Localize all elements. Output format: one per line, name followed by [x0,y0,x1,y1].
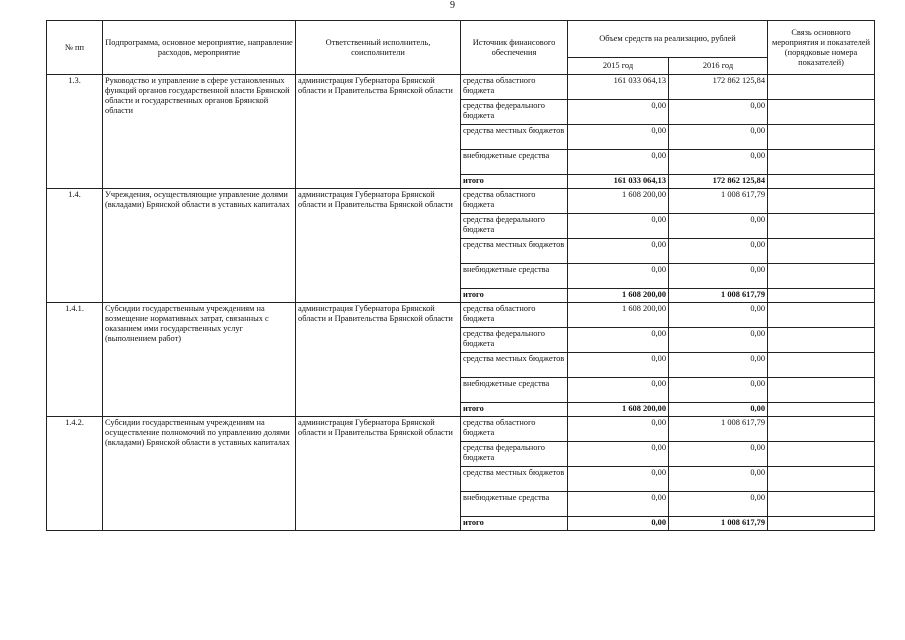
amount-2016: 0,00 [669,442,768,467]
funding-source: средства местных бюджетов [461,353,568,378]
total-label: итого [461,517,568,531]
amount-2016: 0,00 [669,100,768,125]
amount-2016: 0,00 [669,353,768,378]
amount-2015: 0,00 [568,378,669,403]
amount-2016: 0,00 [669,378,768,403]
amount-2016: 1 008 617,79 [669,189,768,214]
item-executor: администрация Губернатора Брянской области и Правительства Брянской области [296,189,461,303]
indicator-link [768,303,875,328]
amount-2015: 0,00 [568,328,669,353]
amount-2015: 0,00 [568,467,669,492]
amount-2015: 0,00 [568,150,669,175]
funding-source: средства областного бюджета [461,303,568,328]
funding-source: средства местных бюджетов [461,467,568,492]
header-volume: Объем средств на реализацию, рублей [568,21,768,58]
funding-source: средства местных бюджетов [461,125,568,150]
total-label: итого [461,175,568,189]
amount-2016: 0,00 [669,492,768,517]
amount-2016: 0,00 [669,239,768,264]
item-code: 1.4.2. [47,417,103,531]
indicator-link [768,467,875,492]
amount-2015: 161 033 064,13 [568,75,669,100]
indicator-link [768,517,875,531]
amount-2016: 0,00 [669,125,768,150]
total-2016: 1 008 617,79 [669,517,768,531]
amount-2015: 0,00 [568,100,669,125]
page-number: 9 [450,0,455,11]
total-2015: 161 033 064,13 [568,175,669,189]
table-body [47,75,875,531]
amount-2015: 0,00 [568,417,669,442]
table-row [47,189,875,214]
indicator-link [768,289,875,303]
amount-2015: 0,00 [568,264,669,289]
item-name: Учреждения, осуществляющие управление долями (вкладами) Брянской области в уставных капиталах [103,189,296,303]
funding-source: средства федерального бюджета [461,328,568,353]
indicator-link [768,239,875,264]
funding-source: внебюджетные средства [461,150,568,175]
indicator-link [768,353,875,378]
budget-table [46,20,875,531]
header-link: Связь основного мероприятия и показателей (порядковые номера показателей) [768,21,875,75]
total-2016: 172 862 125,84 [669,175,768,189]
amount-2016: 0,00 [669,214,768,239]
amount-2016: 0,00 [669,264,768,289]
funding-source: внебюджетные средства [461,378,568,403]
header-source: Источник финансового обеспечения [461,21,568,75]
table-row [47,75,875,100]
amount-2015: 0,00 [568,492,669,517]
total-2015: 1 608 200,00 [568,403,669,417]
funding-source: средства федерального бюджета [461,214,568,239]
indicator-link [768,100,875,125]
table-row [47,417,875,442]
indicator-link [768,378,875,403]
item-executor: администрация Губернатора Брянской области и Правительства Брянской области [296,303,461,417]
amount-2015: 0,00 [568,214,669,239]
funding-source: средства областного бюджета [461,189,568,214]
amount-2015: 1 608 200,00 [568,303,669,328]
header-program: Подпрограмма, основное мероприятие, направление расходов, мероприятие [103,21,296,75]
header-executor: Ответственный исполнитель, соисполнители [296,21,461,75]
item-code: 1.4. [47,189,103,303]
amount-2016: 0,00 [669,328,768,353]
item-name: Руководство и управление в сфере установленных функций органов государственной власти Брянской области и государственных органов Брянской области [103,75,296,189]
amount-2015: 0,00 [568,442,669,467]
indicator-link [768,417,875,442]
total-2015: 1 608 200,00 [568,289,669,303]
total-2015: 0,00 [568,517,669,531]
item-name: Субсидии государственным учреждениям на возмещение нормативных затрат, связанных с оказанием ими государственных услуг (выполнением работ) [103,303,296,417]
indicator-link [768,150,875,175]
funding-source: средства областного бюджета [461,417,568,442]
amount-2015: 1 608 200,00 [568,189,669,214]
header-no: № пп [47,21,103,75]
amount-2016: 172 862 125,84 [669,75,768,100]
amount-2015: 0,00 [568,353,669,378]
item-code: 1.4.1. [47,303,103,417]
funding-source: средства местных бюджетов [461,239,568,264]
total-label: итого [461,289,568,303]
item-executor: администрация Губернатора Брянской области и Правительства Брянской области [296,75,461,189]
amount-2016: 0,00 [669,303,768,328]
header-year-2016: 2016 год [669,58,768,75]
table-row [47,303,875,328]
total-2016: 0,00 [669,403,768,417]
funding-source: внебюджетные средства [461,264,568,289]
funding-source: внебюджетные средства [461,492,568,517]
indicator-link [768,442,875,467]
amount-2015: 0,00 [568,239,669,264]
funding-source: средства федерального бюджета [461,442,568,467]
item-name: Субсидии государственным учреждениям на осуществление полномочий по управлению долями (вкладами) Брянской области в уставных капиталах [103,417,296,531]
header-year-2015: 2015 год [568,58,669,75]
funding-source: средства федерального бюджета [461,100,568,125]
total-2016: 1 008 617,79 [669,289,768,303]
indicator-link [768,403,875,417]
funding-source: средства областного бюджета [461,75,568,100]
indicator-link [768,175,875,189]
indicator-link [768,189,875,214]
item-code: 1.3. [47,75,103,189]
indicator-link [768,492,875,517]
amount-2016: 1 008 617,79 [669,417,768,442]
item-executor: администрация Губернатора Брянской области и Правительства Брянской области [296,417,461,531]
indicator-link [768,125,875,150]
indicator-link [768,328,875,353]
amount-2016: 0,00 [669,150,768,175]
amount-2016: 0,00 [669,467,768,492]
indicator-link [768,214,875,239]
indicator-link [768,75,875,100]
total-label: итого [461,403,568,417]
amount-2015: 0,00 [568,125,669,150]
indicator-link [768,264,875,289]
